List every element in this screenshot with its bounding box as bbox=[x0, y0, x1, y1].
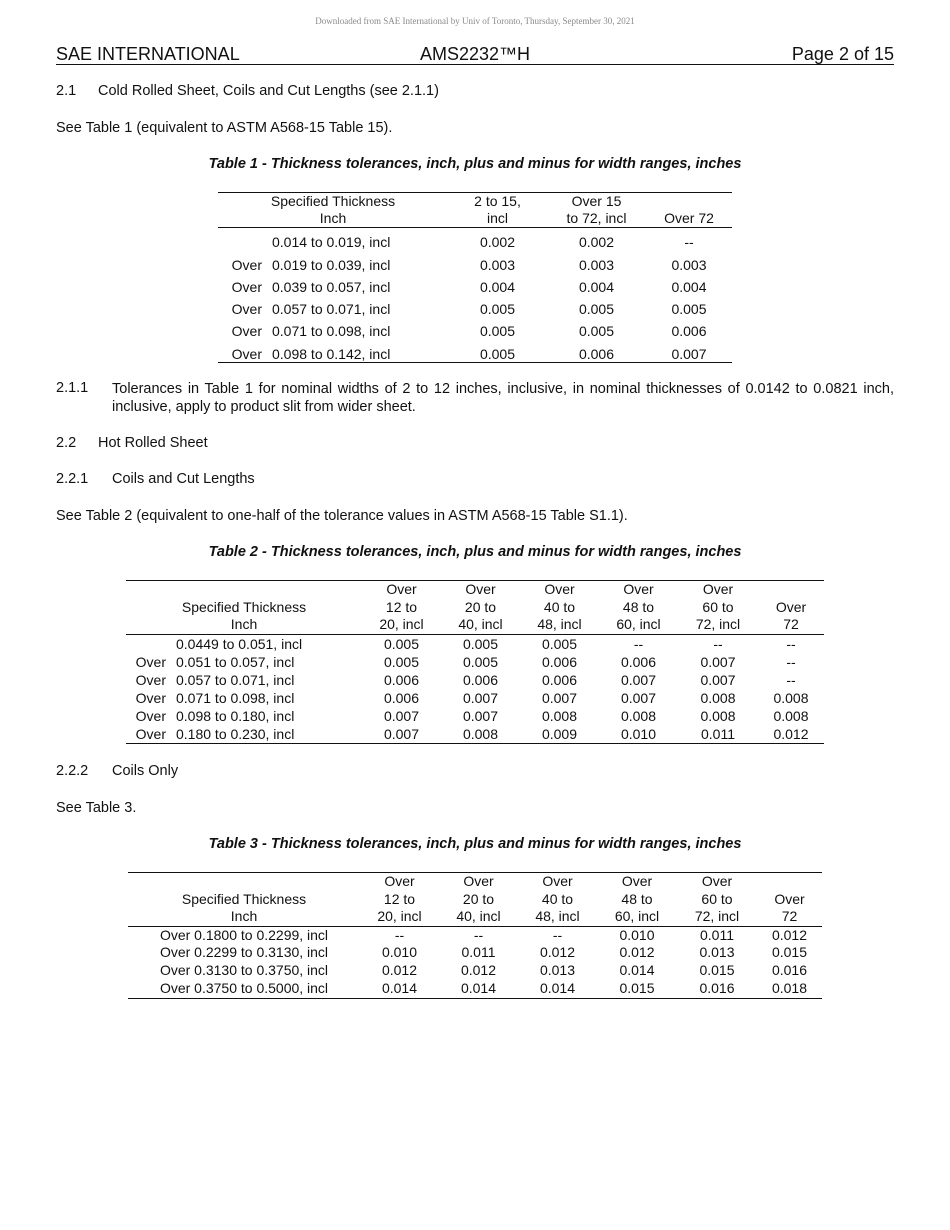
tolerance-value: 0.006 bbox=[541, 671, 578, 688]
width-range-column-header: Over 60 to 72, incl bbox=[677, 873, 757, 927]
width-range-column-header: Over 12 to 20, incl bbox=[362, 581, 441, 635]
tolerance-value: 0.007 bbox=[620, 671, 657, 688]
tolerance-value: 0.006 bbox=[671, 323, 707, 340]
thickness-range: 0.019 to 0.039, incl bbox=[272, 256, 391, 273]
table-row bbox=[218, 317, 732, 339]
over-prefix: Over bbox=[135, 707, 166, 724]
over-prefix: Over bbox=[135, 671, 166, 688]
table-row bbox=[126, 671, 824, 689]
download-watermark: Downloaded from SAE International by Univ of Toronto, Thursday, September 30, 2021 bbox=[315, 16, 635, 26]
width-range-column-header: Over 72 bbox=[646, 193, 732, 228]
width-range-column-header: Over 15 to 72, incl bbox=[547, 193, 646, 228]
thickness-column-header: Specified Thickness Inch bbox=[218, 193, 448, 228]
tolerance-value: 0.012 bbox=[539, 944, 576, 961]
table-row bbox=[218, 273, 732, 295]
tolerance-value: 0.005 bbox=[383, 635, 420, 652]
tolerance-value: 0.006 bbox=[578, 345, 615, 362]
width-range-column-header: Over 20 to 40, incl bbox=[441, 581, 520, 635]
tolerance-value: -- bbox=[786, 671, 796, 688]
tolerance-value: 0.008 bbox=[462, 725, 499, 742]
tolerance-value: 0.005 bbox=[462, 653, 499, 670]
over-prefix: Over bbox=[231, 323, 262, 340]
table-2-reference: See Table 2 (equivalent to one-half of the tolerance values in ASTM A568-15 Table S1.1). bbox=[56, 508, 628, 524]
tolerance-value: 0.004 bbox=[578, 278, 615, 295]
width-range-column-header: Over 40 to 48, incl bbox=[520, 581, 599, 635]
section-title: Coils and Cut Lengths bbox=[112, 471, 255, 487]
over-prefix: Over bbox=[231, 301, 262, 318]
tolerance-value: 0.015 bbox=[771, 944, 808, 961]
thickness-range: Over 0.3750 to 0.5000, incl bbox=[159, 979, 329, 996]
tolerance-value: -- bbox=[713, 635, 723, 652]
over-prefix: Over bbox=[135, 689, 166, 706]
tolerance-value: 0.014 bbox=[539, 979, 576, 996]
tolerance-value: 0.012 bbox=[460, 962, 497, 979]
table-1-reference: See Table 1 (equivalent to ASTM A568-15 Table 15). bbox=[56, 120, 393, 136]
tolerance-value: 0.008 bbox=[773, 707, 809, 724]
tolerance-value: 0.005 bbox=[479, 323, 516, 340]
page-number: Page 2 of 15 bbox=[791, 44, 894, 64]
tolerance-value: 0.004 bbox=[671, 278, 707, 295]
section-number: 2.2.1 bbox=[56, 471, 89, 487]
section-title: Cold Rolled Sheet, Coils and Cut Lengths (see 2.1.1) bbox=[98, 83, 439, 99]
thickness-range: 0.098 to 0.142, incl bbox=[272, 345, 391, 362]
section-2-1-1-number: 2.1.1 bbox=[56, 380, 89, 396]
tolerance-value: 0.010 bbox=[619, 926, 655, 943]
thickness-range: 0.057 to 0.071, incl bbox=[272, 301, 391, 318]
tolerance-value: 0.011 bbox=[461, 944, 496, 961]
thickness-range: 0.014 to 0.019, incl bbox=[272, 234, 391, 251]
table-row bbox=[128, 926, 822, 944]
tolerance-value: 0.014 bbox=[381, 979, 418, 996]
width-range-column-header: Over 72 bbox=[758, 581, 824, 635]
header-row bbox=[126, 581, 824, 635]
thickness-range: 0.039 to 0.057, incl bbox=[272, 278, 391, 295]
tolerance-value: 0.012 bbox=[773, 725, 809, 742]
tolerance-value: 0.006 bbox=[620, 653, 657, 670]
tolerance-value: 0.008 bbox=[700, 689, 736, 706]
thickness-range: 0.180 to 0.230, incl bbox=[176, 725, 295, 742]
table-row bbox=[126, 653, 824, 671]
header-row bbox=[128, 873, 822, 927]
tolerance-value: 0.013 bbox=[539, 962, 576, 979]
table-row bbox=[126, 707, 824, 725]
publisher-name: SAE INTERNATIONAL bbox=[56, 44, 240, 64]
section-2-2-heading bbox=[56, 435, 208, 451]
tolerance-value: 0.014 bbox=[619, 962, 655, 979]
width-range-column-header: Over 20 to 40, incl bbox=[439, 873, 518, 927]
tolerance-value: 0.009 bbox=[541, 725, 578, 742]
width-range-column-header: Over 40 to 48, incl bbox=[518, 873, 597, 927]
table-row bbox=[218, 228, 732, 251]
section-2-1-heading bbox=[56, 83, 439, 99]
over-prefix: Over bbox=[231, 345, 262, 362]
tolerance-value: 0.005 bbox=[671, 301, 707, 318]
tolerance-value: 0.007 bbox=[383, 725, 420, 742]
tolerance-value: -- bbox=[786, 653, 796, 670]
section-2-1-1-text: Tolerances in Table 1 for nominal widths of 2 to 12 inches, inclusive, in nominal thicknesses of 0.0142 to 0.0821 inch, inclusive, apply to product slit from wider sheet. bbox=[112, 381, 894, 415]
tolerance-value: 0.008 bbox=[700, 707, 736, 724]
over-prefix bbox=[218, 228, 272, 251]
tolerance-value: 0.007 bbox=[462, 707, 499, 724]
table-row bbox=[218, 295, 732, 317]
width-range-column-header: Over 12 to 20, incl bbox=[360, 873, 439, 927]
table-row bbox=[128, 980, 822, 998]
tolerance-value: 0.008 bbox=[773, 689, 809, 706]
table-3-reference: See Table 3. bbox=[56, 800, 137, 816]
tolerance-value: 0.012 bbox=[381, 962, 418, 979]
tolerance-value: 0.003 bbox=[479, 256, 516, 273]
width-range-column-header: Over 60 to 72, incl bbox=[678, 581, 758, 635]
table-row bbox=[126, 725, 824, 744]
tolerance-value: 0.015 bbox=[699, 962, 735, 979]
tolerance-value: 0.005 bbox=[479, 301, 516, 318]
table-row bbox=[126, 634, 824, 653]
width-range-column-header: Over 72 bbox=[757, 873, 822, 927]
tolerance-value: 0.003 bbox=[671, 256, 707, 273]
tolerance-value: -- bbox=[394, 926, 405, 943]
thickness-range: 0.071 to 0.098, incl bbox=[176, 689, 295, 706]
section-title: Coils Only bbox=[112, 763, 179, 779]
tolerance-value: 0.011 bbox=[700, 926, 734, 943]
tolerance-value: 0.012 bbox=[619, 944, 655, 961]
tolerance-value: 0.005 bbox=[462, 635, 499, 652]
tolerance-value: 0.004 bbox=[479, 278, 516, 295]
thickness-range: Over 0.1800 to 0.2299, incl bbox=[159, 926, 329, 943]
tolerance-value: 0.012 bbox=[771, 926, 808, 943]
table-2 bbox=[126, 580, 824, 744]
table-2-caption: Table 2 - Thickness tolerances, inch, plus and minus for width ranges, inches bbox=[208, 544, 742, 560]
tolerance-value: 0.007 bbox=[541, 689, 578, 706]
tolerance-value: 0.007 bbox=[383, 707, 420, 724]
thickness-range: 0.071 to 0.098, incl bbox=[272, 323, 391, 340]
section-2-2-2-heading bbox=[56, 763, 178, 779]
thickness-range: Over 0.3130 to 0.3750, incl bbox=[159, 962, 329, 979]
tolerance-value: 0.008 bbox=[541, 707, 578, 724]
table-3-caption: Table 3 - Thickness tolerances, inch, plus and minus for width ranges, inches bbox=[208, 836, 742, 852]
header-row bbox=[218, 193, 732, 228]
tolerance-value: 0.006 bbox=[462, 671, 499, 688]
tolerance-value: 0.010 bbox=[381, 944, 418, 961]
tolerance-value: 0.003 bbox=[578, 256, 615, 273]
width-range-column-header: Over 48 to 60, incl bbox=[597, 873, 677, 927]
section-number: 2.2 bbox=[56, 435, 77, 451]
width-range-column-header: 2 to 15, incl bbox=[448, 193, 547, 228]
over-prefix: Over bbox=[231, 278, 262, 295]
table-row bbox=[126, 689, 824, 707]
tolerance-value: 0.002 bbox=[578, 234, 615, 251]
tolerance-value: 0.014 bbox=[460, 979, 497, 996]
thickness-range: 0.051 to 0.057, incl bbox=[176, 653, 295, 670]
tolerance-value: 0.015 bbox=[619, 979, 655, 996]
thickness-column-header: Specified Thickness Inch bbox=[128, 873, 360, 927]
tolerance-value: 0.016 bbox=[699, 979, 735, 996]
table-1 bbox=[218, 192, 732, 363]
tolerance-value: 0.011 bbox=[701, 725, 735, 742]
thickness-range: 0.0449 to 0.051, incl bbox=[176, 635, 303, 652]
section-2-2-1-heading bbox=[56, 471, 255, 487]
tolerance-value: -- bbox=[473, 926, 484, 943]
thickness-column-header: Specified Thickness Inch bbox=[126, 581, 362, 635]
tolerance-value: 0.005 bbox=[578, 323, 615, 340]
table-row bbox=[128, 962, 822, 980]
tolerance-value: 0.013 bbox=[699, 944, 735, 961]
tolerance-value: 0.005 bbox=[541, 635, 578, 652]
table-row bbox=[218, 250, 732, 272]
tolerance-value: 0.007 bbox=[462, 689, 499, 706]
thickness-range: Over 0.2299 to 0.3130, incl bbox=[159, 944, 329, 961]
tolerance-value: -- bbox=[552, 926, 563, 943]
section-number: 2.1 bbox=[56, 83, 77, 99]
tolerance-value: 0.008 bbox=[620, 707, 657, 724]
tolerance-value: 0.002 bbox=[479, 234, 516, 251]
section-number: 2.2.2 bbox=[56, 763, 89, 779]
tolerance-value: 0.005 bbox=[383, 653, 420, 670]
table-1-caption: Table 1 - Thickness tolerances, inch, plus and minus for width ranges, inches bbox=[208, 156, 742, 172]
document-number: AMS2232™H bbox=[420, 44, 531, 64]
table-row bbox=[218, 339, 732, 362]
tolerance-value: -- bbox=[786, 635, 796, 652]
over-prefix bbox=[126, 634, 176, 653]
tolerance-value: 0.010 bbox=[620, 725, 657, 742]
page-header bbox=[56, 44, 894, 65]
tolerance-value: 0.007 bbox=[700, 653, 736, 670]
tolerance-value: 0.005 bbox=[479, 345, 516, 362]
tolerance-value: 0.016 bbox=[771, 962, 808, 979]
thickness-range: 0.098 to 0.180, incl bbox=[176, 707, 295, 724]
tolerance-value: 0.007 bbox=[620, 689, 657, 706]
thickness-range: 0.057 to 0.071, incl bbox=[176, 671, 295, 688]
over-prefix: Over bbox=[135, 653, 166, 670]
tolerance-value: 0.006 bbox=[383, 689, 420, 706]
table-row bbox=[128, 944, 822, 962]
table-3 bbox=[128, 872, 822, 999]
over-prefix: Over bbox=[135, 725, 166, 742]
over-prefix: Over bbox=[231, 256, 262, 273]
tolerance-value: 0.018 bbox=[771, 979, 808, 996]
section-title: Hot Rolled Sheet bbox=[98, 435, 208, 451]
tolerance-value: 0.005 bbox=[578, 301, 615, 318]
tolerance-value: 0.007 bbox=[671, 345, 707, 362]
tolerance-value: 0.006 bbox=[541, 653, 578, 670]
tolerance-value: -- bbox=[684, 234, 694, 251]
tolerance-value: 0.006 bbox=[383, 671, 420, 688]
tolerance-value: 0.007 bbox=[700, 671, 736, 688]
tolerance-value: -- bbox=[633, 635, 644, 652]
width-range-column-header: Over 48 to 60, incl bbox=[599, 581, 678, 635]
